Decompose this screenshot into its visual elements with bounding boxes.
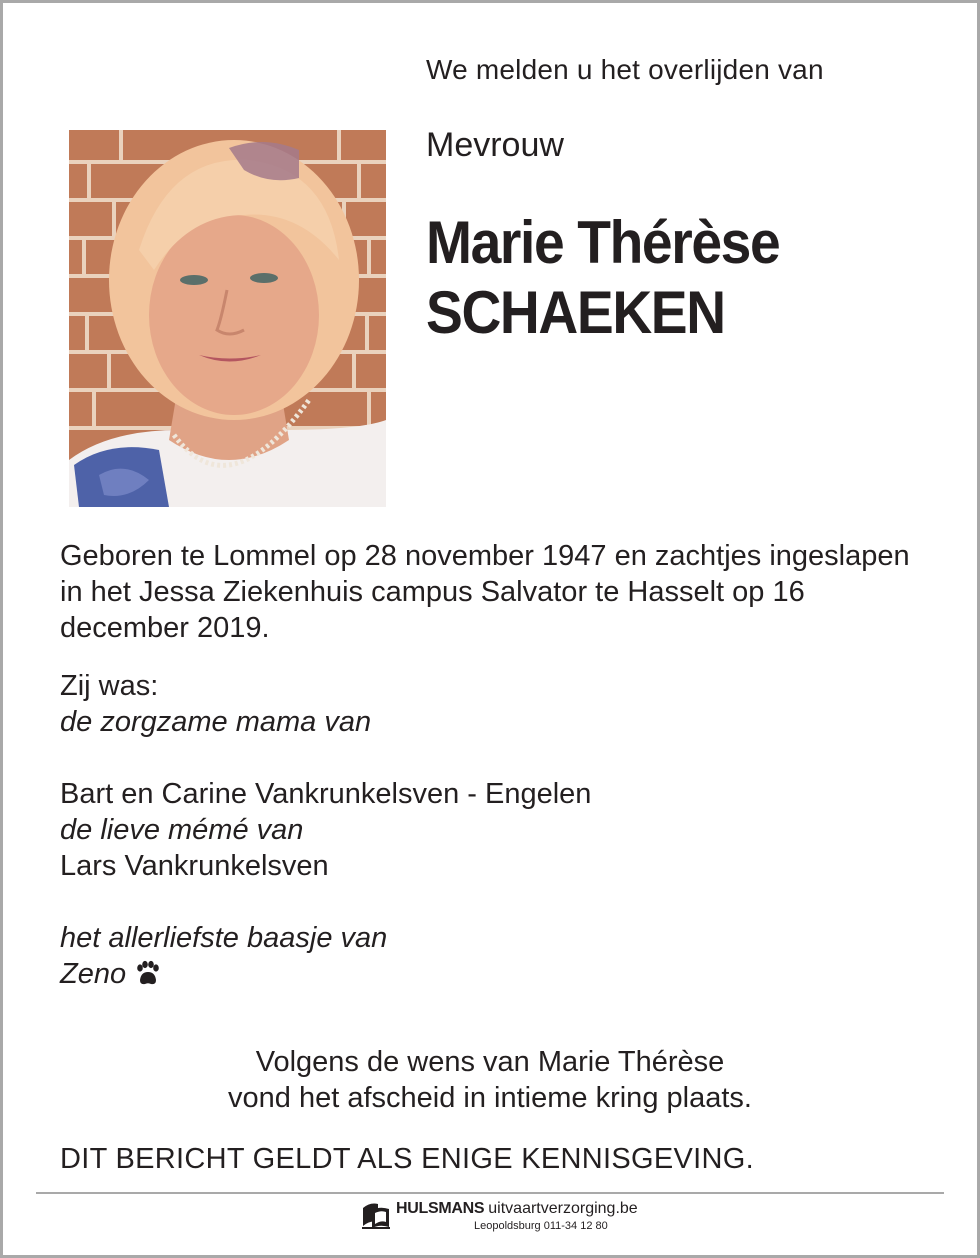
relation-children: Bart en Carine Vankrunkelsven - Engelen	[60, 778, 592, 810]
birth-text: Geboren te Lommel op 28 november 1947 en zachtjes ingeslapen in het Jessa Ziekenhuis campus Salvator te Hasselt op 16 december 2019.	[60, 540, 910, 644]
relation-role-mother: de zorgzame mama van	[60, 706, 372, 738]
funeral-home-footer	[360, 1198, 660, 1238]
last-name: SCHAEKEN	[426, 279, 725, 346]
wish-text	[0, 1044, 980, 1116]
brand-name: HULSMANS	[396, 1200, 485, 1217]
relation-pet	[60, 956, 591, 992]
deceased-name	[426, 208, 779, 348]
contact-line: Leopoldsburg 011-34 12 80	[474, 1220, 608, 1232]
footer-divider	[36, 1192, 944, 1194]
relation-role-grandmother: de lieve mémé van	[60, 814, 304, 846]
title-prefix: Mevrouw	[426, 126, 564, 164]
intro-text: We melden u het overlijden van	[426, 54, 824, 85]
wish-line-2: vond het afscheid in intieme kring plaats.	[228, 1082, 752, 1114]
relation-role-owner: het allerliefste baasje van	[60, 922, 388, 954]
relations-list	[60, 668, 591, 992]
relation-grandchild: Lars Vankrunkelsven	[60, 850, 329, 882]
funeral-home-logo-icon	[360, 1200, 392, 1235]
wish-line-1: Volgens de wens van Marie Thérèse	[255, 1046, 725, 1078]
paw-icon	[134, 959, 160, 995]
brand-site: uitvaartverzorging.be	[488, 1200, 638, 1217]
spacer-line	[60, 884, 591, 920]
portrait-photo	[69, 130, 386, 507]
first-name: Marie Thérèse	[426, 209, 780, 276]
pet-name: Zeno	[60, 958, 127, 990]
brand-line	[396, 1199, 638, 1219]
relations-heading: Zij was:	[60, 670, 159, 702]
closing-notice: DIT BERICHT GELDT ALS ENIGE KENNISGEVING.	[60, 1143, 754, 1175]
spacer-line	[60, 740, 591, 776]
